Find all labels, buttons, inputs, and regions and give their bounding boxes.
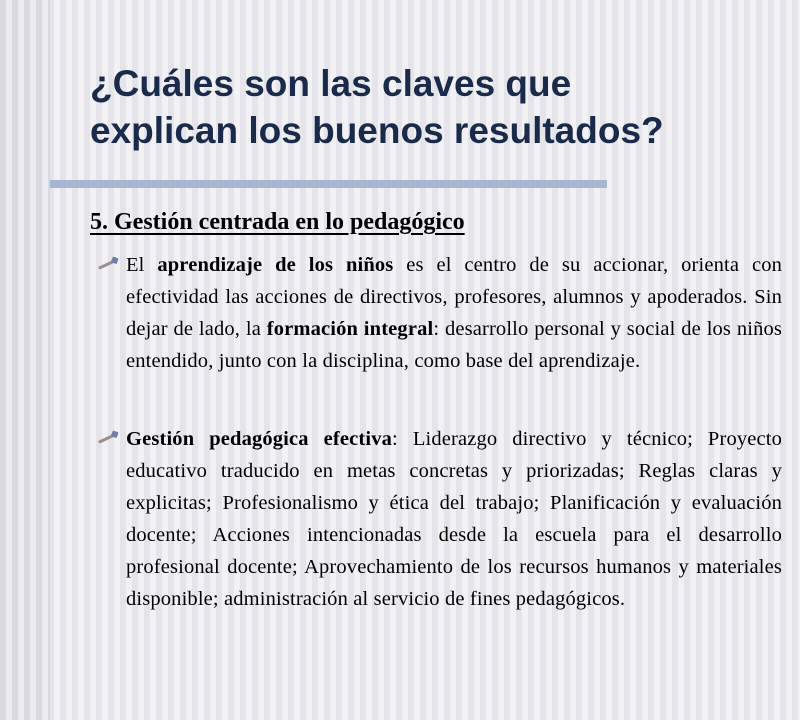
bullet-bold-run: Gestión pedagógica efectiva bbox=[126, 428, 393, 450]
bullet-item-aprendizaje bbox=[98, 249, 782, 377]
bullet-text-run: : Liderazgo directivo y técnico; Proyecto educativo traducido en metas concretas y priorizadas; Reglas claras y explicitas; Profesionalismo y ética del trabajo; Planificación y evaluación docente; Acciones intencionadas desde la escuela para el desarrollo profesional docente; Aprovechamiento de los recursos humanos y materiales disponible; administración al servicio de fines pedagógicos. bbox=[126, 428, 782, 610]
section-heading: 5. Gestión centrada en lo pedagógico bbox=[90, 209, 465, 235]
pen-bullet-icon bbox=[98, 259, 116, 270]
title-underline-rule bbox=[50, 180, 607, 188]
bullet-text bbox=[126, 249, 782, 377]
bullet-bold-run: formación integral bbox=[266, 318, 434, 340]
left-decorative-band bbox=[0, 0, 50, 720]
pen-bullet-icon bbox=[98, 433, 116, 444]
bullet-item-gestion bbox=[98, 423, 782, 615]
slide-title bbox=[90, 60, 780, 154]
bullet-text bbox=[126, 423, 782, 615]
bullet-text-run: es el centro de su accionar, orienta con efectividad las acciones de directivos, profesores, alumnos y apoderados. Sin dejar de lado, la bbox=[126, 254, 783, 340]
bullet-bold-run: aprendizaje de los niños bbox=[157, 254, 394, 276]
bullet-text-run: El bbox=[126, 254, 158, 276]
slide-title-line-2: explican los buenos resultados? bbox=[90, 110, 664, 151]
slide-title-line-1: ¿Cuáles son las claves que bbox=[90, 63, 572, 104]
bullet-list bbox=[98, 423, 782, 615]
bullet-text-run: : desarrollo personal y social de los niños entendido, junto con la disciplina, como base del aprendizaje. bbox=[126, 318, 783, 372]
bullet-list bbox=[98, 249, 782, 377]
